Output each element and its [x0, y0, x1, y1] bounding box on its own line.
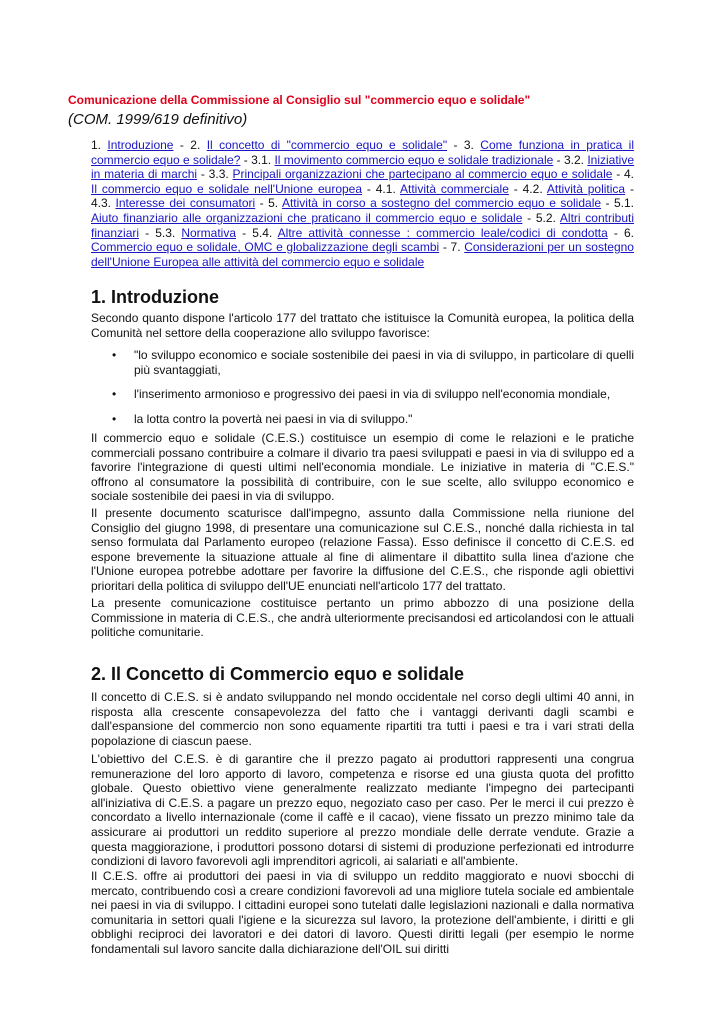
toc-link-8[interactable]: Attività commerciale — [399, 181, 509, 196]
paragraph: Il C.E.S. offre ai produttori dei paesi in via di sviluppo un reddito maggiorato e nuovi sbocchi di mercato, contribuendo così a creare condizioni favorevoli ad una migliore tutela sociale ed ambientale nei paesi in via di sviluppo. I cittadini europei sono tutelati dalle legislazioni nazionali e dalla normativa comunitaria in settori quali l'igiene e la sicurezza sul lavoro, la protezione dell'ambiente, i diritti e gli obblighi reciproci dei lavoratori e dei datori di lavoro. Questi diritti legali (per esempio le norme fondamentali sul lavoro sancite dalla dichiarazione dell'OIL sui diritti — [91, 869, 634, 956]
list-item — [91, 412, 634, 427]
toc-number: - 4. — [612, 167, 635, 182]
bullet-icon: • — [112, 411, 117, 426]
list-item-text: "lo sviluppo economico e sociale sostenibile dei paesi in via di sviluppo, in particolare di quelli più svantaggiati, — [134, 348, 634, 377]
section-heading-introduzione: 1. Introduzione — [91, 287, 219, 307]
toc-link-13[interactable]: Altri contributi finanziari — [91, 210, 634, 240]
toc-number: - 3.1. — [240, 152, 275, 167]
toc-number: - 5.3. — [139, 225, 182, 240]
toc-link-6[interactable]: Principali organizzazioni che partecipano al commercio equo e solidale — [232, 167, 613, 182]
paragraph: Secondo quanto dispone l'articolo 177 del trattato che istituisce la Comunità europea, la politica della Comunità nel settore della cooperazione allo sviluppo favorisce: — [91, 311, 634, 340]
toc-link-12[interactable]: Aiuto finanziario alle organizzazioni che praticano il commercio equo e solidale — [91, 210, 523, 225]
toc-link-1[interactable]: Introduzione — [107, 138, 174, 152]
toc-number: 1. — [91, 138, 108, 152]
toc-number: - 5. — [255, 196, 282, 211]
paragraph: L'obiettivo del C.E.S. è di garantire che il prezzo pagato ai produttori rappresenti una congrua remunerazione del loro apporto di lavoro, competenza e risorse ed una giusta quota del profitto globale. Questo obiettivo viene generalmente realizzato mediante l'impegno dei partecipanti all'iniziativa di C.E.S. a pagare un prezzo equo, negoziato caso per caso. Per le merci il cui prezzo è concordato a livello internazionale (come il caffè e il cacao), viene fissato un prezzo minimo tale da assicurare ai produttori un reddito superiore al prezzo mondiale delle derrate vendute. Grazie a questa maggiorazione, i produttori possono dotarsi di sistemi di produzione perfezionati ed introdurre condizioni di lavoro favorevoli agli imprenditori agricoli, ai salariati e all'ambiente. — [91, 752, 634, 869]
toc-number: - 5.2. — [522, 210, 560, 225]
toc-number: - 2. — [173, 138, 207, 152]
toc-number: - 6. — [607, 225, 634, 240]
section-heading-concetto: 2. Il Concetto di Commercio equo e solidale — [91, 664, 465, 684]
toc-link-7[interactable]: Il commercio equo e solidale nell'Unione europea — [91, 181, 363, 196]
paragraph: Il presente documento scaturisce dall'impegno, assunto dalla Commissione nella riunione del Consiglio del giugno 1998, di presentare una comunicazione sul C.E.S., nonché dalla richiesta in tal senso formulata dal Parlamento europeo (relazione Fassa). Esso definisce il concetto di C.E.S. ed espone brevemente la situazione attuale al fine di alimentare il dibattito sulla linea d'azione che l'Unione europea potrebbe adottare per favorire la diffusione del C.E.S., che risponde agli obiettivi prioritari della politica di sviluppo dell'UE enunciati nell'articolo 177 del trattato. — [91, 506, 634, 593]
list-item — [91, 348, 634, 377]
toc-link-15[interactable]: Altre attività connesse : commercio leale/codici di condotta — [277, 225, 608, 240]
toc-number: - 7. — [439, 240, 465, 255]
paragraph: Il commercio equo e solidale (C.E.S.) costituisce un esempio di come le relazioni e le pratiche commerciali possano contribuire a colmare il divario tra paesi sviluppati e paesi in via di sviluppo ed a favorire l'integrazione di questi ultimi nell'economia mondiale. Le iniziative in materia di "C.E.S." offrono al consumatore la possibilità di contribuire, con le sue scelte, allo sviluppo economico e sociale sostenibile dei paesi in via di sviluppo. — [91, 431, 634, 504]
toc-number: - 5.4. — [236, 225, 278, 240]
toc-number: - 3.3. — [197, 167, 233, 182]
toc-link-2[interactable]: Il concetto di "commercio equo e solidale" — [206, 138, 448, 152]
bullet-icon: • — [112, 387, 117, 402]
bullet-list — [91, 348, 634, 436]
toc-link-14[interactable]: Normativa — [181, 225, 237, 240]
toc-link-16[interactable]: Commercio equo e solidale, OMC e globalizzazione degli scambi — [91, 240, 440, 255]
toc-number: - 3.2. — [553, 152, 588, 167]
list-item-text: la lotta contro la povertà nei paesi in via di sviluppo." — [134, 411, 413, 426]
table-of-contents — [91, 138, 634, 269]
toc-link-5[interactable]: Iniziative in materia di marchi — [91, 152, 635, 182]
list-item — [91, 387, 634, 402]
toc-number: - 3. — [447, 138, 481, 152]
paragraph: La presente comunicazione costituisce pertanto un primo abbozzo di una posizione della Commissione in materia di C.E.S., che andrà ulteriormente precisandosi ed articolandosi con le attuali politiche comunitarie. — [91, 596, 634, 640]
document-subtitle: (COM. 1999/619 definitivo) — [68, 111, 248, 128]
toc-link-11[interactable]: Attività in corso a sostegno del commercio equo e solidale — [281, 196, 602, 211]
toc-number: - 4.2. — [508, 181, 547, 196]
toc-link-10[interactable]: Interesse dei consumatori — [115, 196, 256, 211]
bullet-icon: • — [112, 348, 117, 362]
toc-link-4[interactable]: Il movimento commercio equo e solidale tradizionale — [274, 152, 554, 167]
list-item-text: l'inserimento armonioso e progressivo dei paesi in via di sviluppo nell'economia mondiale, — [134, 387, 611, 402]
toc-link-3[interactable]: Come funziona in pratica il commercio equo e solidale? — [91, 138, 634, 167]
paragraph: Il concetto di C.E.S. si è andato sviluppando nel mondo occidentale nel corso degli ultimi 40 anni, in risposta alla crescente consapevolezza del fatto che i vantaggi derivanti dagli scambi e dall'espansione del commercio non sono equamente ripartiti tra tutti i paesi e tra i vari strati della popolazione di ciascun paese. — [91, 690, 634, 748]
toc-number: - 4.3. — [91, 181, 634, 211]
toc-link-9[interactable]: Attività politica — [546, 181, 626, 196]
toc-link-17[interactable]: Considerazioni per un sostegno dell'Unione Europea alle attività del commercio equo e solidale — [91, 240, 634, 269]
toc-number: - 5.1. — [601, 196, 635, 211]
document-title: Comunicazione della Commissione al Consiglio sul "commercio equo e solidale" — [68, 93, 531, 107]
toc-number: - 4.1. — [362, 181, 400, 196]
